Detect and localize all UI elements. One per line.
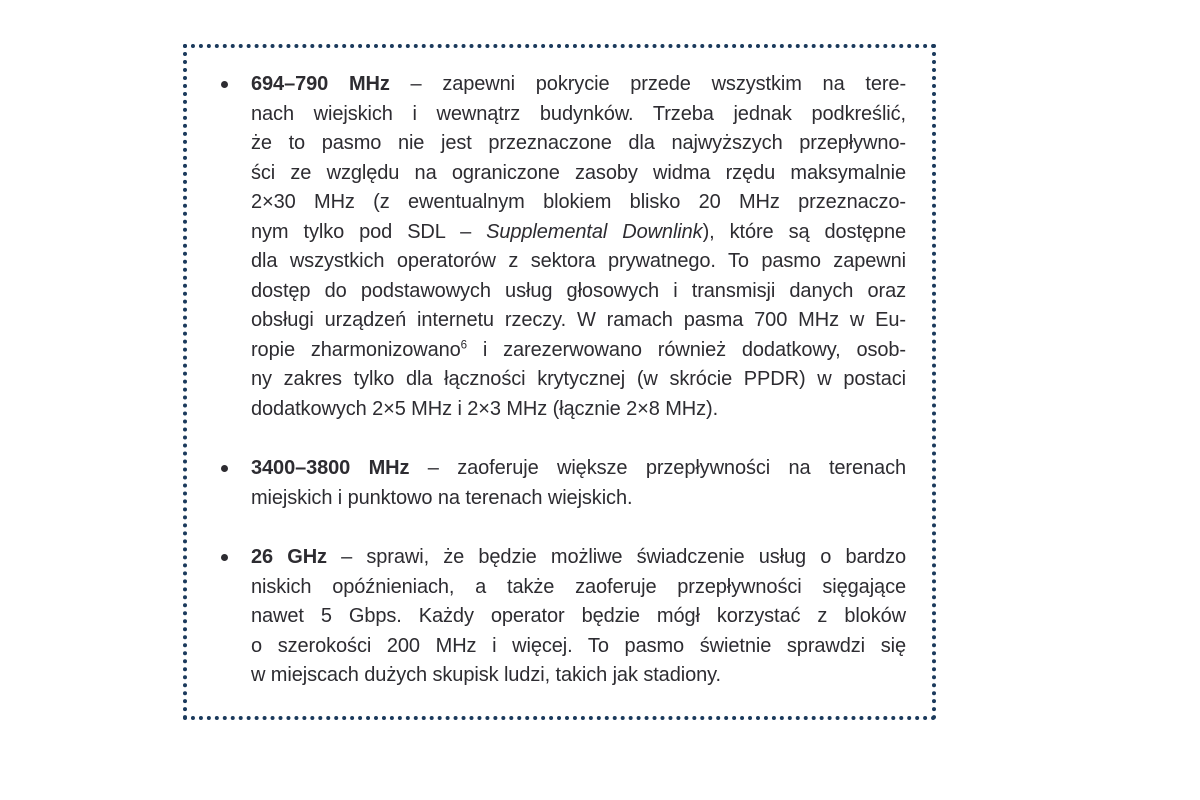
text-line: miejskich i punktowo na terenach wiejskich. [251, 486, 633, 509]
bullet-text [251, 70, 906, 424]
text-line: ny zakres tylko dla łączności krytycznej (w skrócie PPDR) w postaci [251, 368, 906, 390]
text-line: ści ze względu na ograniczone zasoby widma rzędu maksymalnie [251, 161, 906, 184]
text-line: obsługi urządzeń internetu rzeczy. W ramach pasma 700 MHz w Eu- [251, 309, 906, 331]
text-line: nym tylko pod SDL – Supplemental Downlink), które są dostępne [251, 220, 906, 243]
bullet-text [251, 454, 906, 513]
text-line: o szerokości 200 MHz i więcej. To pasmo świetnie sprawdzi się [251, 634, 906, 657]
text-line: dostęp do podstawowych usług głosowych i transmisji danych oraz [251, 279, 906, 302]
text-line: dodatkowych 2×5 MHz i 2×3 MHz (łącznie 2×8 MHz). [251, 397, 719, 420]
text-line: że to pasmo nie jest przeznaczone dla najwyższych przepływno- [251, 132, 906, 154]
text-line: ropie zharmonizowano$^6$ i zarezerwowano również dodatkowy, osob- [251, 337, 906, 361]
bullet-icon [221, 454, 251, 513]
bullet-text [251, 543, 906, 691]
text-line: 2×30 MHz (z ewentualnym blokiem blisko 20 MHz przeznaczo- [251, 191, 906, 213]
text-line: niskich opóźnieniach, a także zaoferuje przepływności sięgające [251, 575, 906, 598]
bullet-list [221, 70, 906, 691]
list-item [221, 70, 906, 424]
list-item [221, 454, 906, 513]
dotted-callout-box [183, 44, 936, 720]
text-line: 3400–3800 MHz – zaoferuje większe przepływności na terenach [251, 457, 906, 479]
list-item [221, 543, 906, 691]
bullet-icon [221, 543, 251, 691]
text-line: 26 GHz – sprawi, że będzie możliwe świadczenie usług o bardzo [251, 546, 907, 568]
text-line: dla wszystkich operatorów z sektora prywatnego. To pasmo zapewni [251, 250, 906, 272]
text-line: 694–790 MHz – zapewni pokrycie przede wszystkim na tere- [251, 73, 907, 95]
bullet-icon [221, 70, 251, 424]
text-line: nawet 5 Gbps. Każdy operator będzie mógł korzystać z bloków [251, 605, 906, 627]
text-line: w miejscach dużych skupisk ludzi, takich jak stadiony. [251, 664, 721, 686]
text-line: nach wiejskich i wewnątrz budynków. Trzeba jednak podkreślić, [251, 102, 906, 125]
